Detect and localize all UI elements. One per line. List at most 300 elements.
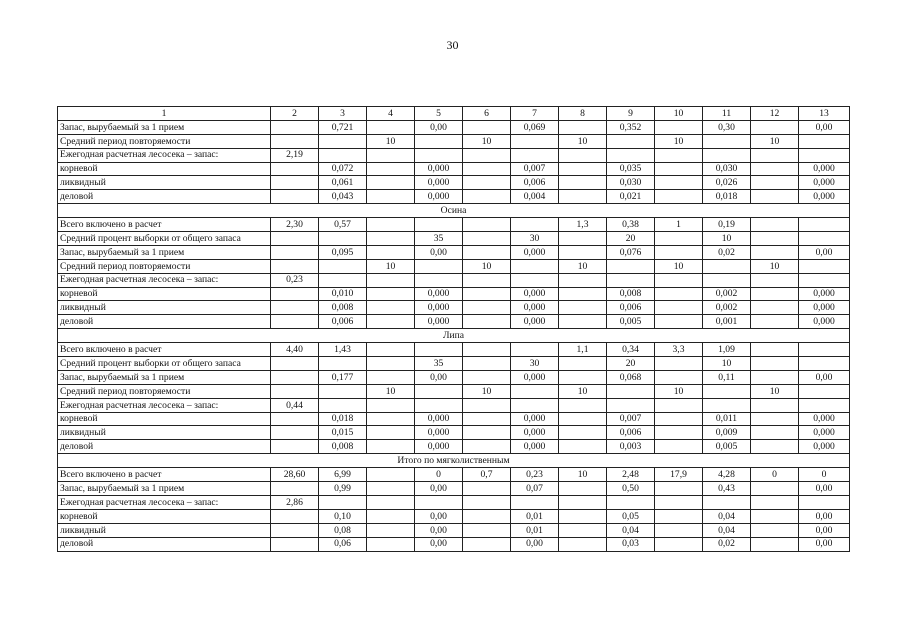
- table-cell: 0,34: [607, 343, 655, 357]
- table-cell: [367, 440, 415, 454]
- table-cell: [463, 301, 511, 315]
- table-cell: [559, 148, 607, 162]
- table-cell: [799, 148, 850, 162]
- table-cell: [463, 148, 511, 162]
- table-cell: [655, 162, 703, 176]
- table-cell: 0,10: [319, 509, 367, 523]
- table-cell: 0: [799, 468, 850, 482]
- table-cell: [655, 315, 703, 329]
- section-title-row: [58, 329, 850, 343]
- section-title: Итого по мягколиственным: [58, 454, 850, 468]
- table-cell: [655, 523, 703, 537]
- table-cell: [751, 162, 799, 176]
- table-cell: [271, 523, 319, 537]
- table-cell: [319, 259, 367, 273]
- table-row: [58, 398, 850, 412]
- table-row: [58, 273, 850, 287]
- table-cell: [367, 120, 415, 134]
- table-cell: [799, 384, 850, 398]
- table-row: [58, 190, 850, 204]
- table-cell: 10: [559, 384, 607, 398]
- table-cell: [751, 218, 799, 232]
- table-cell: [511, 148, 559, 162]
- table-cell: 10: [703, 357, 751, 371]
- table-row: [58, 384, 850, 398]
- table-cell: [559, 509, 607, 523]
- table-row: [58, 148, 850, 162]
- table-cell: [367, 245, 415, 259]
- table-cell: [703, 134, 751, 148]
- table-cell: 0,352: [607, 120, 655, 134]
- table-cell: 0,006: [319, 315, 367, 329]
- section-title-row: [58, 204, 850, 218]
- row-label: Запас, вырубаемый за 1 прием: [58, 120, 271, 134]
- table-cell: 0,000: [511, 287, 559, 301]
- table-row: [58, 232, 850, 246]
- table-cell: [367, 232, 415, 246]
- table-cell: [367, 412, 415, 426]
- table-cell: 1,43: [319, 343, 367, 357]
- table-cell: [655, 440, 703, 454]
- table-cell: [559, 482, 607, 496]
- table-cell: [319, 384, 367, 398]
- table-cell: [271, 357, 319, 371]
- table-cell: 10: [559, 134, 607, 148]
- table-row: [58, 301, 850, 315]
- table-cell: [415, 148, 463, 162]
- table-cell: [559, 120, 607, 134]
- table-cell: 0,000: [799, 190, 850, 204]
- table-cell: 0,005: [703, 440, 751, 454]
- table-cell: 0,000: [511, 301, 559, 315]
- table-cell: 0,002: [703, 287, 751, 301]
- table-cell: 0,00: [799, 482, 850, 496]
- row-label: Ежегодная расчетная лесосека – запас:: [58, 495, 271, 509]
- table-cell: 0,7: [463, 468, 511, 482]
- table-cell: 0,04: [703, 523, 751, 537]
- table-cell: [751, 426, 799, 440]
- table-cell: 0,005: [607, 315, 655, 329]
- table-cell: [367, 315, 415, 329]
- table-cell: [271, 245, 319, 259]
- table-cell: 0,19: [703, 218, 751, 232]
- table-cell: [703, 495, 751, 509]
- column-header: 12: [751, 107, 799, 121]
- table-cell: [559, 315, 607, 329]
- table-row: [58, 176, 850, 190]
- table-cell: 0,069: [511, 120, 559, 134]
- table-cell: 0,068: [607, 370, 655, 384]
- table-cell: 0,002: [703, 301, 751, 315]
- table-cell: [463, 218, 511, 232]
- table-cell: [271, 301, 319, 315]
- table-cell: [367, 482, 415, 496]
- table-cell: 0,00: [799, 245, 850, 259]
- table-cell: [559, 301, 607, 315]
- table-row: [58, 440, 850, 454]
- table-cell: [271, 384, 319, 398]
- table-cell: 0,00: [415, 482, 463, 496]
- table-row: [58, 218, 850, 232]
- table-cell: 10: [703, 232, 751, 246]
- table-cell: 0,000: [415, 162, 463, 176]
- table-cell: [463, 120, 511, 134]
- column-header: 9: [607, 107, 655, 121]
- table-cell: 10: [463, 134, 511, 148]
- table-cell: 0,000: [511, 245, 559, 259]
- table-cell: [367, 218, 415, 232]
- table-cell: [463, 190, 511, 204]
- table-cell: [463, 343, 511, 357]
- table-cell: 10: [751, 134, 799, 148]
- table-cell: [367, 148, 415, 162]
- table-row: [58, 426, 850, 440]
- table-cell: [559, 357, 607, 371]
- table-cell: [655, 176, 703, 190]
- table-cell: [319, 148, 367, 162]
- table-cell: [367, 357, 415, 371]
- table-cell: [799, 495, 850, 509]
- table-cell: 0,006: [607, 426, 655, 440]
- table-row: [58, 259, 850, 273]
- table-cell: 0,99: [319, 482, 367, 496]
- table-cell: [463, 245, 511, 259]
- table-cell: [463, 495, 511, 509]
- table-cell: 35: [415, 357, 463, 371]
- table-cell: [607, 495, 655, 509]
- table-cell: [703, 273, 751, 287]
- table-cell: [559, 273, 607, 287]
- table-cell: 0,00: [415, 120, 463, 134]
- column-header: 8: [559, 107, 607, 121]
- table-cell: [367, 426, 415, 440]
- table-row: [58, 162, 850, 176]
- table-cell: [463, 523, 511, 537]
- column-header: 1: [58, 107, 271, 121]
- table-cell: [607, 134, 655, 148]
- table-cell: 17,9: [655, 468, 703, 482]
- table-row: [58, 523, 850, 537]
- table-cell: [559, 232, 607, 246]
- table-cell: 0,38: [607, 218, 655, 232]
- row-label: корневой: [58, 509, 271, 523]
- table-cell: [319, 495, 367, 509]
- table-cell: 10: [559, 259, 607, 273]
- page-number: 30: [446, 38, 459, 52]
- table-cell: [319, 273, 367, 287]
- table-cell: 0,04: [607, 523, 655, 537]
- table-cell: [463, 357, 511, 371]
- column-header: 7: [511, 107, 559, 121]
- table-cell: 10: [751, 384, 799, 398]
- table-cell: [655, 412, 703, 426]
- table-cell: 0,00: [415, 245, 463, 259]
- table-cell: 0: [751, 468, 799, 482]
- table-cell: [655, 398, 703, 412]
- table-cell: [415, 384, 463, 398]
- row-label: Всего включено в расчет: [58, 468, 271, 482]
- table-cell: 10: [655, 134, 703, 148]
- table-cell: [271, 232, 319, 246]
- table-cell: [751, 301, 799, 315]
- table-cell: [751, 190, 799, 204]
- table-cell: [559, 523, 607, 537]
- table-cell: [751, 315, 799, 329]
- table-cell: [751, 482, 799, 496]
- table-row: [58, 120, 850, 134]
- table-cell: 0,018: [703, 190, 751, 204]
- table-cell: 0,072: [319, 162, 367, 176]
- table-cell: [751, 398, 799, 412]
- table-cell: 0,035: [607, 162, 655, 176]
- table-cell: [751, 120, 799, 134]
- table-cell: [367, 537, 415, 551]
- table-cell: 0,008: [607, 287, 655, 301]
- row-label: Средний процент выборки от общего запаса: [58, 357, 271, 371]
- table-cell: [271, 190, 319, 204]
- table-cell: 0,030: [607, 176, 655, 190]
- table-cell: [751, 287, 799, 301]
- table-cell: [415, 273, 463, 287]
- table-cell: 0,011: [703, 412, 751, 426]
- table-cell: 0,026: [703, 176, 751, 190]
- table-cell: 0,000: [511, 440, 559, 454]
- table-cell: 0,000: [511, 412, 559, 426]
- table-cell: [751, 523, 799, 537]
- table-cell: 0,000: [511, 426, 559, 440]
- table-cell: [367, 301, 415, 315]
- table-cell: [271, 509, 319, 523]
- table-cell: 10: [367, 259, 415, 273]
- table-row: [58, 537, 850, 551]
- row-label: Ежегодная расчетная лесосека – запас:: [58, 398, 271, 412]
- table-cell: [367, 398, 415, 412]
- row-label: Запас, вырубаемый за 1 прием: [58, 245, 271, 259]
- table-cell: 0,000: [415, 426, 463, 440]
- table-cell: 0,000: [415, 301, 463, 315]
- table-cell: 0,021: [607, 190, 655, 204]
- table-cell: 0,000: [799, 301, 850, 315]
- table-cell: [799, 343, 850, 357]
- table-cell: [367, 509, 415, 523]
- table-cell: [751, 245, 799, 259]
- table-cell: [799, 357, 850, 371]
- table-cell: [367, 495, 415, 509]
- table-cell: 4,28: [703, 468, 751, 482]
- table-cell: 0,08: [319, 523, 367, 537]
- table-cell: [655, 120, 703, 134]
- row-label: ликвидный: [58, 426, 271, 440]
- table-cell: 0,00: [799, 370, 850, 384]
- table-cell: 0,50: [607, 482, 655, 496]
- table-cell: 2,48: [607, 468, 655, 482]
- row-label: деловой: [58, 537, 271, 551]
- table-row: [58, 412, 850, 426]
- table-cell: [559, 287, 607, 301]
- table-row: [58, 245, 850, 259]
- table-cell: 2,30: [271, 218, 319, 232]
- table-cell: [751, 495, 799, 509]
- table-cell: 35: [415, 232, 463, 246]
- table-cell: 10: [463, 259, 511, 273]
- table-cell: 0,076: [607, 245, 655, 259]
- table-cell: [415, 134, 463, 148]
- column-header: 3: [319, 107, 367, 121]
- table-cell: 0,30: [703, 120, 751, 134]
- table-cell: [751, 370, 799, 384]
- table-cell: [607, 398, 655, 412]
- row-label: Всего включено в расчет: [58, 218, 271, 232]
- row-label: деловой: [58, 315, 271, 329]
- table-cell: 0,06: [319, 537, 367, 551]
- table-cell: [319, 398, 367, 412]
- table-cell: [271, 162, 319, 176]
- table-cell: [271, 412, 319, 426]
- table-cell: [367, 162, 415, 176]
- table-cell: [799, 134, 850, 148]
- section-title-row: [58, 454, 850, 468]
- table-cell: [463, 232, 511, 246]
- table-cell: 2,86: [271, 495, 319, 509]
- table-cell: 10: [751, 259, 799, 273]
- table-cell: [655, 190, 703, 204]
- table-cell: [463, 273, 511, 287]
- table-cell: 0,000: [415, 176, 463, 190]
- table-row: [58, 134, 850, 148]
- table-cell: [751, 509, 799, 523]
- table-cell: 0,000: [799, 315, 850, 329]
- table-cell: [271, 426, 319, 440]
- table-cell: 0,018: [319, 412, 367, 426]
- table-cell: [415, 218, 463, 232]
- table-cell: [463, 537, 511, 551]
- table-cell: 0,57: [319, 218, 367, 232]
- table-cell: 1,09: [703, 343, 751, 357]
- table-cell: 0,000: [799, 412, 850, 426]
- row-label: Средний период повторяемости: [58, 134, 271, 148]
- table-cell: [559, 176, 607, 190]
- table-cell: [463, 440, 511, 454]
- table-cell: [655, 509, 703, 523]
- table-cell: [607, 384, 655, 398]
- table-cell: 0,006: [607, 301, 655, 315]
- row-label: ликвидный: [58, 523, 271, 537]
- table-cell: [655, 426, 703, 440]
- table-cell: [367, 370, 415, 384]
- table-cell: 0,07: [511, 482, 559, 496]
- table-cell: 1,3: [559, 218, 607, 232]
- table-cell: [751, 232, 799, 246]
- table-cell: 0,05: [607, 509, 655, 523]
- row-label: корневой: [58, 287, 271, 301]
- table-cell: [271, 440, 319, 454]
- table-cell: [655, 495, 703, 509]
- table-cell: 0,00: [415, 537, 463, 551]
- table-cell: 0,43: [703, 482, 751, 496]
- table-cell: 0,721: [319, 120, 367, 134]
- table-cell: [655, 357, 703, 371]
- table-cell: 0,095: [319, 245, 367, 259]
- table-cell: 3,3: [655, 343, 703, 357]
- table-cell: 0,02: [703, 537, 751, 551]
- table-cell: 0,000: [799, 440, 850, 454]
- table-cell: 0,00: [415, 509, 463, 523]
- table-cell: [559, 537, 607, 551]
- column-header: 4: [367, 107, 415, 121]
- table-row: [58, 495, 850, 509]
- table-cell: [655, 287, 703, 301]
- table-cell: [271, 370, 319, 384]
- table-cell: 10: [463, 384, 511, 398]
- table-cell: [703, 259, 751, 273]
- table-cell: [799, 398, 850, 412]
- table-cell: [655, 370, 703, 384]
- table-cell: 0,000: [415, 315, 463, 329]
- table-cell: [463, 412, 511, 426]
- table-cell: 0,23: [511, 468, 559, 482]
- table-cell: [463, 315, 511, 329]
- table-cell: [751, 148, 799, 162]
- table-cell: [271, 120, 319, 134]
- table-cell: 2,19: [271, 148, 319, 162]
- table-cell: 0,00: [799, 537, 850, 551]
- table-cell: [463, 287, 511, 301]
- table-cell: 0,04: [703, 509, 751, 523]
- table-cell: [367, 468, 415, 482]
- table-row: [58, 370, 850, 384]
- section-title: Липа: [58, 329, 850, 343]
- table-cell: [559, 398, 607, 412]
- table-cell: [367, 343, 415, 357]
- row-label: корневой: [58, 162, 271, 176]
- table-cell: [271, 259, 319, 273]
- table-header-row: [58, 107, 850, 121]
- row-label: Средний период повторяемости: [58, 259, 271, 273]
- row-label: Запас, вырубаемый за 1 прием: [58, 370, 271, 384]
- table-cell: [415, 259, 463, 273]
- table-cell: [655, 537, 703, 551]
- table-cell: [367, 273, 415, 287]
- table-cell: 0,000: [415, 287, 463, 301]
- row-label: деловой: [58, 190, 271, 204]
- table-cell: 0,009: [703, 426, 751, 440]
- table-cell: [367, 190, 415, 204]
- table-cell: [271, 537, 319, 551]
- table-cell: 0,00: [415, 523, 463, 537]
- table-cell: [799, 273, 850, 287]
- table-cell: [559, 245, 607, 259]
- column-header: 2: [271, 107, 319, 121]
- table-cell: [463, 398, 511, 412]
- table-cell: [415, 495, 463, 509]
- table-cell: [559, 370, 607, 384]
- table-row: [58, 357, 850, 371]
- table-cell: [511, 273, 559, 287]
- table-cell: 0,000: [799, 162, 850, 176]
- row-label: ликвидный: [58, 176, 271, 190]
- table-cell: 0,177: [319, 370, 367, 384]
- table-cell: [655, 245, 703, 259]
- table-cell: 10: [655, 384, 703, 398]
- table-cell: [463, 162, 511, 176]
- row-label: корневой: [58, 412, 271, 426]
- table-cell: 0,44: [271, 398, 319, 412]
- table-cell: [367, 523, 415, 537]
- table-cell: 1: [655, 218, 703, 232]
- table-cell: 6,99: [319, 468, 367, 482]
- table-cell: [655, 148, 703, 162]
- column-header: 6: [463, 107, 511, 121]
